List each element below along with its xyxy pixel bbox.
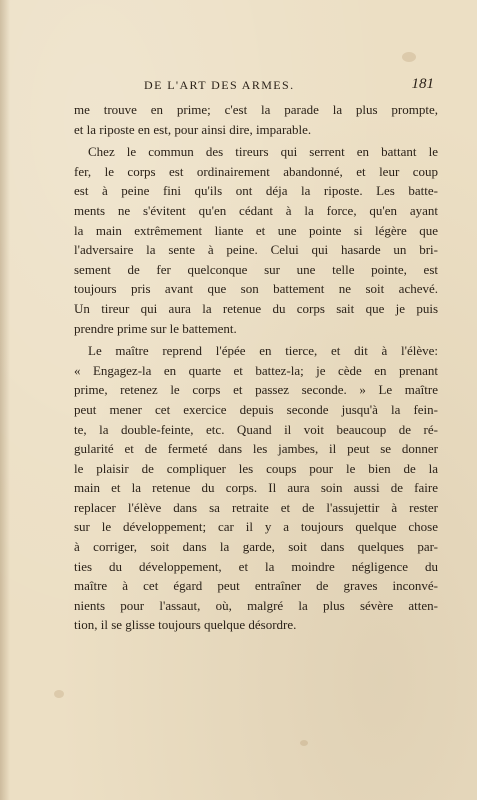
text-line: Le maître reprend l'épée en tierce, et dit à l'élève: (88, 343, 438, 359)
text-line: tion, il se glisse toujours quelque désordre. (74, 617, 297, 633)
page-header (74, 78, 434, 96)
foxing-spot (300, 740, 308, 746)
foxing-spot (54, 690, 64, 698)
text-line: Un tireur qui aura la retenue du corps sait que je puis (74, 300, 438, 316)
text-line: toujours pris avant que son battement ne soit achevé. (74, 281, 438, 297)
text-line: est à peine fini qu'ils ont déja la riposte. Les batte- (74, 183, 438, 199)
text-line: replacer l'élève dans sa retraite et de l'assujettir à rester (74, 499, 438, 515)
text-line: sur le développement; car il y a toujours quelque chose (74, 519, 438, 535)
text-line: et la riposte en est, pour ainsi dire, imparable. (74, 121, 312, 137)
text-line: main et la retenue du corps. Il aura soin aussi de faire (74, 480, 438, 496)
text-line: à corriger, soit dans la garde, soit dans quelques par- (74, 539, 438, 555)
text-line: peut mener cet exercice depuis seconde jusqu'à la fein- (74, 401, 438, 417)
text-line: la main extrêmement liante et une pointe si légère que (74, 222, 438, 238)
text-line: me trouve en prime; c'est la parade la plus prompte, (74, 102, 438, 117)
text-line: maître à cet égard peut entraîner de graves inconvé- (74, 578, 438, 594)
running-head: DE L'ART DES ARMES. (144, 78, 295, 92)
text-line: prime, retenez le corps et passez seconde. » Le maître (74, 382, 438, 398)
paragraph (74, 100, 438, 139)
text-line: nients pour l'assaut, où, malgré la plus sévère atten- (74, 597, 438, 613)
text-line: le plaisir de compliquer les coups pour le bien de la (74, 460, 438, 476)
text-line: l'adversaire la sente à peine. Celui qui hasarde un bri- (74, 242, 438, 258)
paragraph (74, 341, 438, 635)
foxing-spot (402, 52, 416, 62)
paragraph (74, 142, 438, 338)
text-line: ties du développement, et la moindre négligence du (74, 558, 438, 574)
text-line: ments ne s'évitent qu'en cédant à la force, qu'en ayant (74, 202, 438, 218)
text-line: gularité et de fermeté dans les jambes, il peut se donner (74, 441, 438, 457)
body-text (74, 100, 438, 635)
page-number: 181 (411, 76, 434, 92)
text-line: te, la double-feinte, etc. Quand il voit beaucoup de ré- (74, 421, 438, 437)
text-line: sement de fer quelconque sur une telle pointe, est (74, 261, 438, 277)
text-line: « Engagez-la en quarte et battez-la; je cède en prenant (74, 362, 438, 378)
text-line: Chez le commun des tireurs qui serrent en battant le (88, 144, 438, 160)
text-line: fer, le corps est ordinairement abandonné, et leur coup (74, 163, 438, 179)
text-line: prendre prime sur le battement. (74, 320, 237, 336)
